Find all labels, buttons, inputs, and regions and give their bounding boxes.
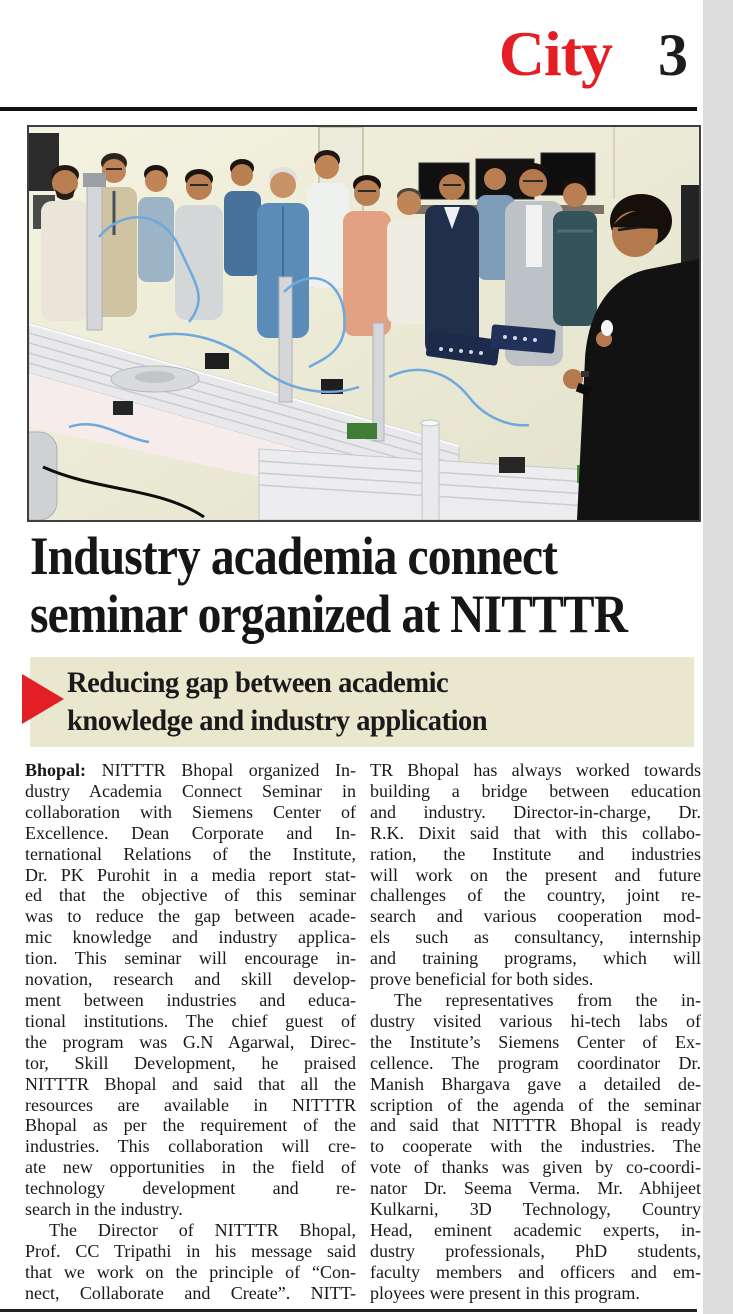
subhead-line-1: Reducing gap between academic xyxy=(67,666,449,699)
body-line: nator Dr. Seema Verma. Mr. Abhijeet xyxy=(370,1178,701,1199)
masthead-rule xyxy=(0,107,697,111)
body-line: tional institutions. The chief guest of xyxy=(25,1010,356,1031)
body-line: technology development and re- xyxy=(25,1178,356,1199)
section-label: City xyxy=(498,18,612,89)
body-line: Dr. PK Purohit in a media report stat- xyxy=(25,864,356,885)
article-subhead xyxy=(30,657,694,747)
photo-illustration xyxy=(29,127,699,520)
body-line: R.K. Dixit said that with this collabo- xyxy=(370,822,701,843)
article-photo xyxy=(27,125,701,522)
page-edge-strip xyxy=(703,0,733,1314)
body-line: search in the industry. xyxy=(25,1199,183,1220)
body-line: search and various cooperation mod- xyxy=(370,906,701,927)
body-line: that we work on the principle of “Con- xyxy=(25,1261,356,1282)
body-line: dustry visited various hi-tech labs of xyxy=(370,1010,701,1031)
body-line: Bhopal as per the requirement of the xyxy=(25,1115,356,1136)
body-column-left xyxy=(25,760,356,1304)
body-line: Bhopal: NITTTR Bhopal organized In- xyxy=(25,760,356,780)
body-line: and industry. Director-in-charge, Dr. xyxy=(370,801,701,822)
body-line: The representatives from the in- xyxy=(394,989,701,1010)
body-line: will work on the present and future xyxy=(370,864,701,885)
body-line: Prof. CC Tripathi in his message said xyxy=(25,1240,356,1261)
body-line: resources are available in NITTTR xyxy=(25,1094,356,1115)
body-line: vote of thanks was given by co-coordi- xyxy=(370,1157,701,1178)
body-line: Manish Bhargava gave a detailed de- xyxy=(370,1073,701,1094)
bottom-rule xyxy=(0,1309,697,1312)
body-line: the Institute’s Siemens Center of Ex- xyxy=(370,1031,701,1052)
body-line: TR Bhopal has always worked towards xyxy=(370,760,701,780)
body-line: NITTTR Bhopal and said that all the xyxy=(25,1073,356,1094)
body-line: scription of the agenda of the seminar xyxy=(370,1094,701,1115)
body-line: ate new opportunities in the field of xyxy=(25,1157,356,1178)
body-line: dustry Academia Connect Seminar in xyxy=(25,780,356,801)
body-line: ration, the Institute and industries xyxy=(370,843,701,864)
body-line: nect, Collaborate and Create”. NITT- xyxy=(25,1282,356,1303)
body-line: tor, Skill Development, he praised xyxy=(25,1052,356,1073)
body-line: ployees were present in this program. xyxy=(370,1282,640,1303)
article-body xyxy=(25,760,701,1304)
body-line: prove beneficial for both sides. xyxy=(370,969,594,990)
subhead-line-2: knowledge and industry application xyxy=(67,704,488,737)
body-line: to cooperate with the industries. The xyxy=(370,1136,701,1157)
body-line: Excellence. Dean Corporate and In- xyxy=(25,822,356,843)
body-line: The Director of NITTTR Bhopal, xyxy=(49,1219,356,1240)
body-column-right xyxy=(370,760,701,1304)
body-line: cellence. The program coordinator Dr. xyxy=(370,1052,701,1073)
body-line: challenges of the country, joint re- xyxy=(370,885,701,906)
body-line: els such as consultancy, internship xyxy=(370,927,701,948)
body-line: Kulkarni, 3D Technology, Country xyxy=(370,1199,701,1220)
body-line: novation, research and skill develop- xyxy=(25,969,356,990)
subhead-text xyxy=(67,664,509,740)
body-line: industries. This collaboration will cre- xyxy=(25,1136,356,1157)
headline-line-1: Industry academia connect xyxy=(30,526,558,586)
body-line: faculty members and officers and em- xyxy=(370,1261,701,1282)
body-line: the program was G.N Agarwal, Direc- xyxy=(25,1031,356,1052)
body-line: was to reduce the gap between acade- xyxy=(25,906,356,927)
red-arrow-icon xyxy=(22,674,64,724)
article-headline xyxy=(30,527,720,643)
page-number: 3 xyxy=(658,22,688,88)
body-line: and said that NITTTR Bhopal is ready xyxy=(370,1115,701,1136)
body-line: mic knowledge and industry applica- xyxy=(25,927,356,948)
headline-line-2: seminar organized at NITTTR xyxy=(30,584,628,644)
body-line: ed that the objective of this seminar xyxy=(25,885,356,906)
body-line: tion. This seminar will encourage in- xyxy=(25,948,356,969)
body-line: building a bridge between education xyxy=(370,780,701,801)
body-line: dustry professionals, PhD students, xyxy=(370,1240,701,1261)
body-line: ment between industries and educa- xyxy=(25,989,356,1010)
body-line: Head, eminent academic experts, in- xyxy=(370,1219,701,1240)
body-line: ternational Relations of the Institute, xyxy=(25,843,356,864)
body-line: collaboration with Siemens Center of xyxy=(25,801,356,822)
body-line: and training programs, which will xyxy=(370,948,701,969)
section-masthead xyxy=(498,18,688,89)
